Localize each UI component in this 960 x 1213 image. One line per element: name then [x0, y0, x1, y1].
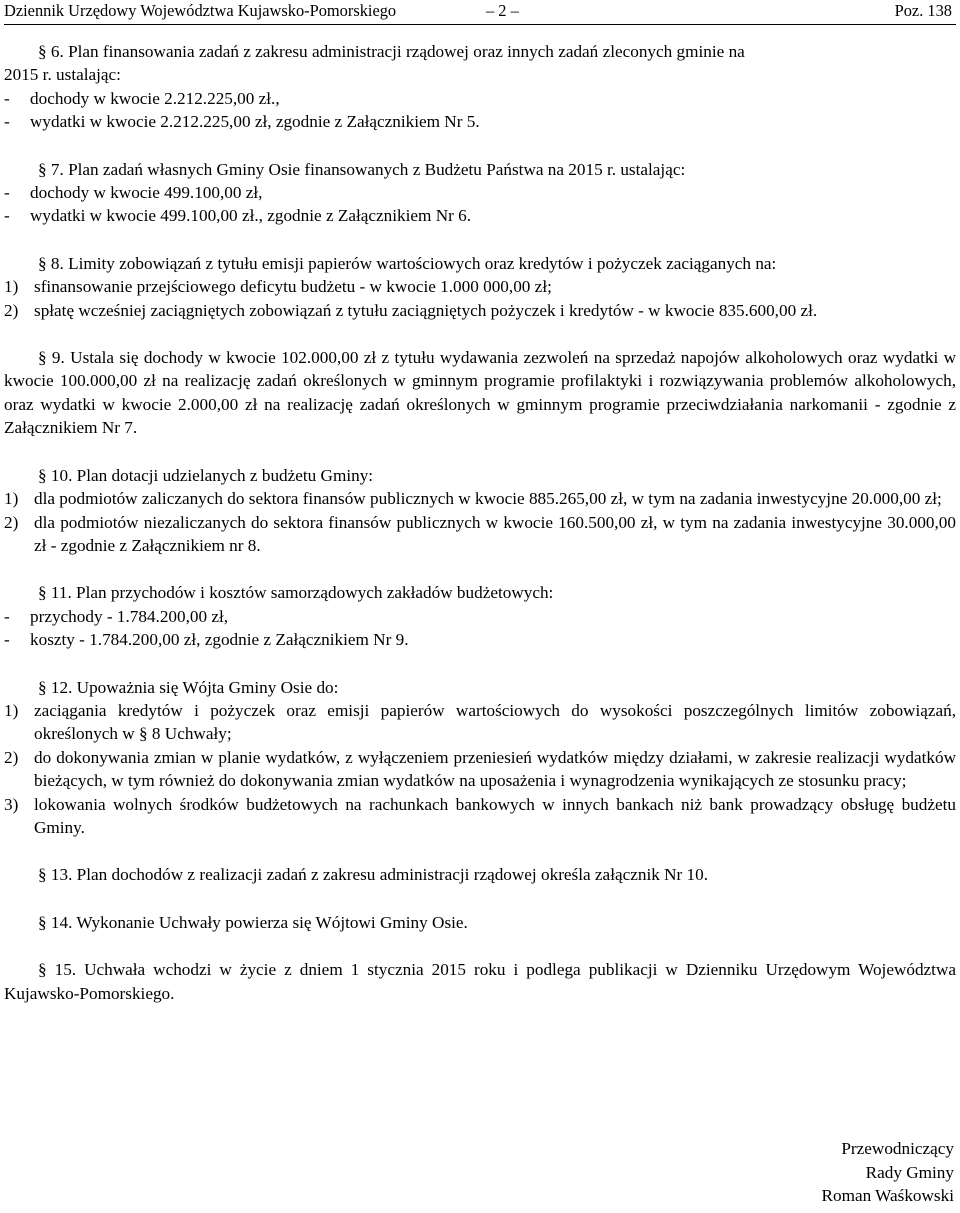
section-7-title: § 7. Plan zadań własnych Gminy Osie finansowanych z Budżetu Państwa na 2015 r. ustalając:: [38, 159, 686, 179]
signature-block: [822, 1137, 954, 1208]
section-11: [4, 581, 956, 651]
section-12-title: § 12. Upoważnia się Wójta Gminy Osie do:: [38, 677, 339, 697]
spacer: [4, 440, 956, 464]
section-12: [4, 676, 956, 840]
item-marker: 1): [4, 489, 19, 509]
section-10-item-2: [4, 511, 956, 558]
page-number: – 2 –: [486, 1, 519, 20]
section-6-expenses-text: wydatki w kwocie 2.212.225,00 zł, zgodnie z Załącznikiem Nr 5.: [30, 112, 480, 132]
spacer: [4, 557, 956, 581]
spacer: [4, 322, 956, 346]
section-11-costs: [4, 628, 956, 651]
section-8-title: § 8. Limity zobowiązań z tytułu emisji papierów wartościowych oraz kredytów i pożyczek zaciąganych na:: [38, 253, 777, 273]
section-10-title: § 10. Plan dotacji udzielanych z budżetu Gminy:: [38, 465, 374, 485]
section-8-item-1: [4, 275, 956, 298]
signature-title: Przewodniczący: [841, 1139, 954, 1158]
section-8-item-1-text: sfinansowanie przejściowego deficytu budżetu - w kwocie 1.000 000,00 zł;: [34, 277, 552, 297]
section-11-costs-text: koszty - 1.784.200,00 zł, zgodnie z Załącznikiem Nr 9.: [30, 630, 409, 650]
item-marker: 2): [4, 300, 19, 320]
section-12-item-1: [4, 699, 956, 746]
item-marker: 1): [4, 700, 19, 720]
section-6-income-text: dochody w kwocie 2.212.225,00 zł.,: [30, 88, 280, 108]
spacer: [4, 652, 956, 676]
section-7-expenses-text: wydatki w kwocie 499.100,00 zł., zgodnie z Załącznikiem Nr 6.: [30, 206, 472, 226]
section-6-title: § 6. Plan finansowania zadań z zakresu administracji rządowej oraz innych zadań zleconych gminie na: [38, 42, 745, 61]
dash-marker: -: [4, 606, 10, 626]
document-body: [4, 40, 956, 1005]
item-marker: 2): [4, 747, 19, 767]
signature-name: Roman Waśkowski: [821, 1186, 954, 1206]
section-11-revenue: [4, 605, 956, 628]
journal-title: Dziennik Urzędowy Województwa Kujawsko-Pomorskiego: [4, 1, 397, 20]
item-marker: 3): [4, 794, 19, 814]
section-12-item-2: [4, 746, 956, 793]
section-6-title-cont: 2015 r. ustalając:: [4, 65, 121, 85]
section-8: [4, 252, 956, 322]
section-9: § 9. Ustala się dochody w kwocie 102.000,00 zł z tytułu wydawania zezwoleń na sprzedaż napojów alkoholowych oraz wydatki w kwocie 100.000,00 zł na realizację zadań określonych w gminnym programie profilaktyki i rozwiązywania problemów alkoholowych, oraz wydatki w kwocie 2.000,00 zł na realizację zadań określonych w gminnym programie przeciwdziałania narkomanii - zgodnie z Załącznikiem Nr 7.: [4, 348, 956, 438]
dash-marker: -: [4, 88, 10, 108]
section-11-title: § 11. Plan przychodów i kosztów samorządowych zakładów budżetowych:: [38, 583, 554, 603]
section-14: § 14. Wykonanie Uchwały powierza się Wójtowi Gminy Osie.: [38, 912, 468, 932]
dash-marker: -: [4, 112, 10, 132]
section-10-item-1-text: dla podmiotów zaliczanych do sektora finansów publicznych w kwocie 885.265,00 zł, w tym na zadania inwestycyjne 20.000,00 zł;: [34, 489, 942, 509]
spacer: [4, 887, 956, 911]
section-10-item-2-text: dla podmiotów niezaliczanych do sektora finansów publicznych w kwocie 160.500,00 zł, w tym na zadania inwestycyjne 30.000,00 zł - zgodnie z Załącznikiem nr 8.: [34, 512, 956, 555]
section-6: [4, 40, 956, 134]
section-10-item-1: [4, 487, 956, 510]
item-marker: 1): [4, 277, 19, 297]
section-6-income: [4, 87, 956, 110]
position-number: Poz. 138: [894, 1, 952, 20]
spacer: [4, 934, 956, 958]
section-11-revenue-text: przychody - 1.784.200,00 zł,: [30, 606, 229, 626]
dash-marker: -: [4, 206, 10, 226]
spacer: [4, 839, 956, 863]
section-13: § 13. Plan dochodów z realizacji zadań z zakresu administracji rządowej określa załącznik Nr 10.: [38, 865, 709, 885]
signature-body: Rady Gminy: [865, 1162, 954, 1182]
dash-marker: -: [4, 630, 10, 650]
section-12-item-3-text: lokowania wolnych środków budżetowych na rachunkach bankowych w innych bankach niż bank prowadzący obsługę budżetu Gminy.: [34, 794, 956, 837]
section-7-income-text: dochody w kwocie 499.100,00 zł,: [30, 183, 263, 203]
dash-marker: -: [4, 183, 10, 203]
section-12-item-1-text: zaciągania kredytów i pożyczek oraz emisji papierów wartościowych do wysokości poszczególnych limitów zobowiązań, określonych w § 8 Uchwały;: [34, 700, 956, 744]
section-12-item-2-text: do dokonywania zmian w planie wydatków, z wyłączeniem przeniesień wydatków między działami, w zakresie realizacji wydatków bieżących, w tym również do dokonywania zmian wydatków na uposażenia i wynagrodzenia wynikających ze stosunku pracy;: [34, 747, 956, 791]
section-6-expenses: [4, 110, 956, 133]
page-header: [4, 0, 956, 25]
spacer: [4, 134, 956, 158]
section-7: [4, 158, 956, 228]
section-8-item-2: [4, 299, 956, 322]
section-15: § 15. Uchwała wchodzi w życie z dniem 1 stycznia 2015 roku i podlega publikacji w Dzienniku Urzędowym Województwa Kujawsko-Pomorskiego.: [4, 960, 956, 1003]
section-7-expenses: [4, 204, 956, 227]
section-12-item-3: [4, 793, 956, 840]
spacer: [4, 228, 956, 252]
section-7-income: [4, 181, 956, 204]
section-8-item-2-text: spłatę wcześniej zaciągniętych zobowiązań z tytułu zaciągniętych pożyczek i kredytów - w kwocie 835.600,00 zł.: [34, 300, 818, 320]
item-marker: 2): [4, 512, 19, 532]
section-10: [4, 464, 956, 558]
